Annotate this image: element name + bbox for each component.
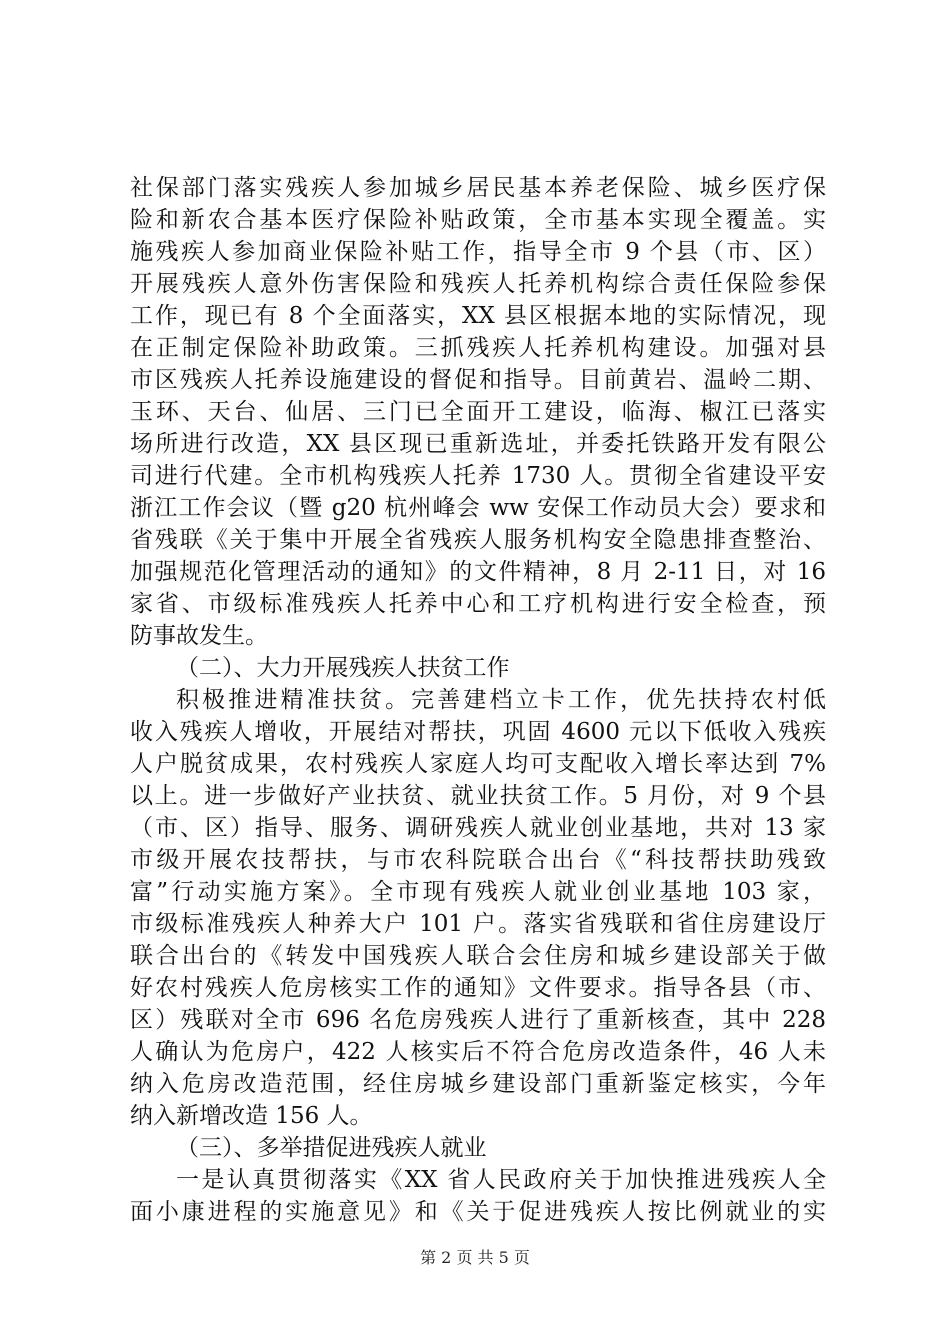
text-line: 面小康进程的实施意见》和《关于促进残疾人按比例就业的实 bbox=[130, 1199, 826, 1225]
text-line: 一是认真贯彻落实《XX 省人民政府关于加快推进残疾人全 bbox=[176, 1167, 826, 1193]
text-line: 区）残联对全市 696 名危房残疾人进行了重新核查，其中 228 bbox=[130, 1007, 826, 1033]
text-line: 人户脱贫成果，农村残疾人家庭人均可支配收入增长率达到 7% bbox=[130, 751, 826, 777]
text-line: （三）、多举措促进残疾人就业 bbox=[176, 1135, 487, 1161]
text-line: 以上。进一步做好产业扶贫、就业扶贫工作。5 月份，对 9 个县 bbox=[130, 783, 826, 809]
text-line: 防事故发生。 bbox=[130, 623, 268, 649]
text-line: 联合出台的《转发中国残疾人联合会住房和城乡建设部关于做 bbox=[130, 943, 826, 969]
text-line: 险和新农合基本医疗保险补贴政策，全市基本实现全覆盖。实 bbox=[130, 207, 826, 233]
text-line: （市、区）指导、服务、调研残疾人就业创业基地，共对 13 家 bbox=[130, 815, 826, 841]
text-line: 纳入危房改造范围，经住房城乡建设部门重新鉴定核实，今年 bbox=[130, 1071, 826, 1097]
page-footer: 第 2 页 共 5 页 bbox=[420, 1248, 530, 1267]
text-line: 社保部门落实残疾人参加城乡居民基本养老保险、城乡医疗保 bbox=[130, 175, 826, 201]
text-line: 省残联《关于集中开展全省残疾人服务机构安全隐患排查整治、 bbox=[130, 527, 826, 553]
text-line: 工作，现已有 8 个全面落实，XX 县区根据本地的实际情况，现 bbox=[130, 303, 826, 329]
text-line: 场所进行改造，XX 县区现已重新选址，并委托铁路开发有限公 bbox=[130, 431, 826, 457]
text-line: 在正制定保险补助政策。三抓残疾人托养机构建设。加强对县 bbox=[130, 335, 826, 361]
text-line: 收入残疾人增收，开展结对帮扶，巩固 4600 元以下低收入残疾 bbox=[130, 719, 826, 745]
text-line: 市级标准残疾人种养大户 101 户。落实省残联和省住房建设厅 bbox=[130, 911, 826, 937]
text-line: 家省、市级标准残疾人托养中心和工疗机构进行安全检查，预 bbox=[130, 591, 826, 617]
text-line: 富”行动实施方案》。全市现有残疾人就业创业基地 103 家， bbox=[130, 879, 826, 905]
text-line: 市级开展农技帮扶，与市农科院联合出台《“科技帮扶助残致 bbox=[130, 847, 826, 873]
text-line: 浙江工作会议（暨 g20 杭州峰会 ww 安保工作动员大会）要求和 bbox=[130, 495, 826, 521]
text-line: 纳入新增改造 156 人。 bbox=[130, 1103, 373, 1129]
text-line: 加强规范化管理活动的通知》的文件精神，8 月 2-11 日，对 16 bbox=[130, 559, 826, 585]
text-line: 玉环、天台、仙居、三门已全面开工建设，临海、椒江已落实 bbox=[130, 399, 826, 425]
text-line: 好农村残疾人危房核实工作的通知》文件要求。指导各县（市、 bbox=[130, 975, 826, 1001]
text-line: 司进行代建。全市机构残疾人托养 1730 人。贯彻全省建设平安 bbox=[130, 463, 826, 489]
text-line: 人确认为危房户，422 人核实后不符合危房改造条件，46 人未 bbox=[130, 1039, 826, 1065]
text-line: （二）、大力开展残疾人扶贫工作 bbox=[176, 655, 510, 681]
document-body bbox=[130, 172, 826, 1228]
text-line: 积极推进精准扶贫。完善建档立卡工作，优先扶持农村低 bbox=[176, 687, 826, 713]
text-line: 施残疾人参加商业保险补贴工作，指导全市 9 个县（市、区） bbox=[130, 239, 826, 265]
text-line: 开展残疾人意外伤害保险和残疾人托养机构综合责任保险参保 bbox=[130, 271, 826, 297]
text-line: 市区残疾人托养设施建设的督促和指导。目前黄岩、温岭二期、 bbox=[130, 367, 826, 393]
